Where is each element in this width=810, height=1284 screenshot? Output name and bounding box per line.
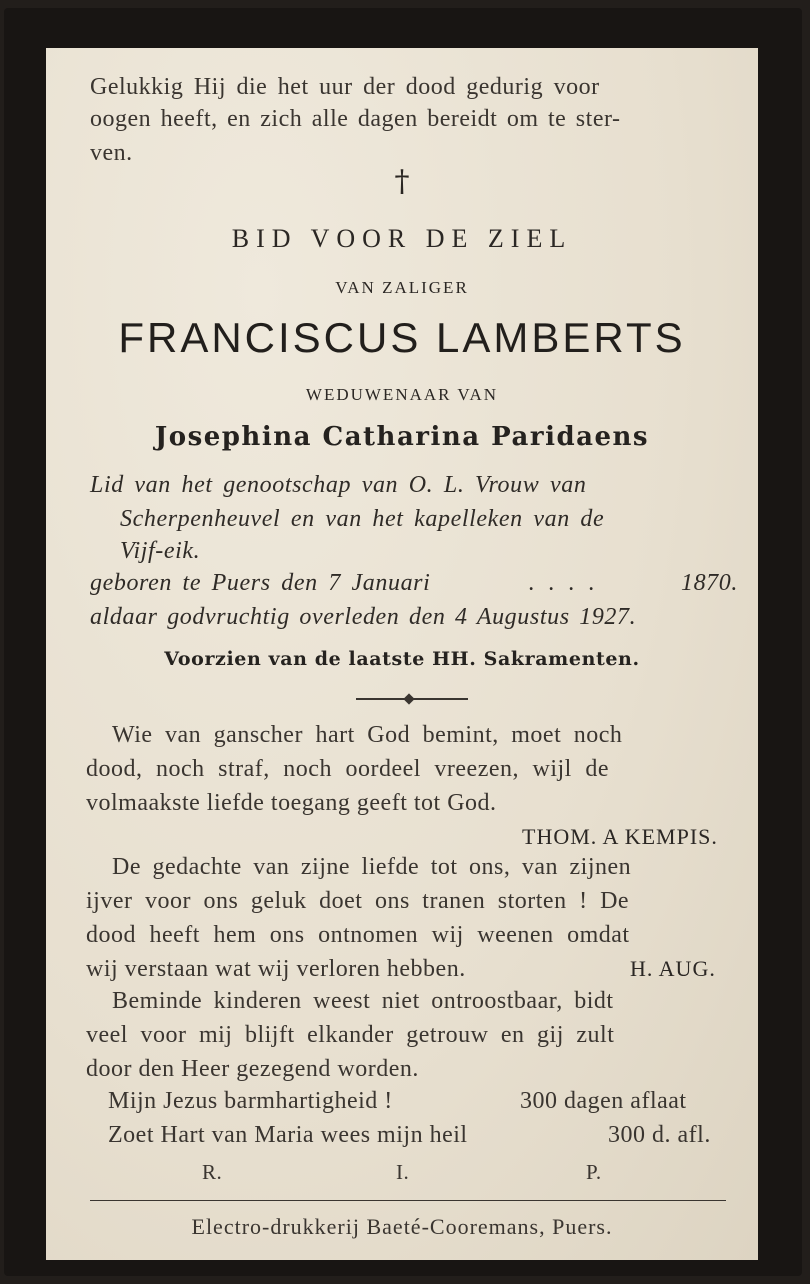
footer-rule (90, 1200, 726, 1201)
weduwenaar-van: WEDUWENAAR VAN (305, 385, 499, 404)
augustine-line-1: De gedachte van zijne liefde tot ons, van zijnen (112, 854, 632, 880)
sacraments-line: Voorzien van de laatste HH. Sakramenten. (164, 648, 640, 670)
death-line: aldaar godvruchtig overleden den 4 Augustus 1927. (90, 604, 637, 630)
membership-line-2: Scherpenheuvel en van het kapelleken van de (120, 506, 605, 532)
kempis-line-3: volmaakste liefde toegang geeft tot God. (86, 790, 497, 816)
header-quote-line-3: ven. (90, 140, 133, 166)
prayer-card (46, 48, 758, 1260)
indulgence-value-2: 300 d. afl. (608, 1122, 711, 1148)
augustine-attribution: H. AUG. (630, 956, 716, 981)
header-quote-text-1: Gelukkig Hij die het uur der dood gedurig voor (90, 74, 600, 100)
birth-line (90, 570, 738, 597)
children-line-1: Beminde kinderen weest niet ontroostbaar, bidt (112, 988, 614, 1014)
header-quote-line-2: oogen heeft, en zich alle dagen bereidt om te ster- (90, 106, 621, 132)
indulgence-value-1: 300 dagen aflaat (520, 1088, 687, 1114)
kempis-line-1: Wie van ganscher hart God bemint, moet noch (112, 722, 623, 748)
deceased-name: FRANCISCUS LAMBERTS (118, 314, 686, 361)
bid-voor-de-ziel: BID VOOR DE ZIEL (231, 224, 573, 253)
kempis-line-2: dood, noch straf, noch oordeel vreezen, wijl de (86, 756, 610, 782)
header-quote-line-1 (90, 74, 738, 101)
membership-line-3: Vijf-eik. (120, 538, 201, 564)
augustine-line-4: wij verstaan wat wij verloren hebben. (86, 956, 466, 982)
birth-dots: . . . . (528, 570, 599, 596)
kempis-attribution: THOM. A KEMPIS. (522, 824, 718, 849)
van-zaliger: VAN ZALIGER (335, 278, 469, 297)
children-line-3: door den Heer gezegend worden. (86, 1056, 419, 1082)
membership-line-1: Lid van het genootschap van O. L. Vrouw van (90, 472, 587, 498)
children-line-2: veel voor mij blijft elkander getrouw en gij zult (86, 1022, 615, 1048)
augustine-line-2: ijver voor ons geluk doet ons tranen storten ! De (86, 888, 630, 914)
rip-i: I. (396, 1160, 410, 1184)
spouse-name: Josephina Catharina Paridaens (154, 422, 650, 452)
rip-p: P. (586, 1160, 602, 1184)
indulgence-prayer-1: Mijn Jezus barmhartigheid ! (108, 1088, 393, 1114)
printer-credit: Electro-drukkerij Baeté-Cooremans, Puers. (191, 1214, 613, 1239)
indulgence-prayer-2: Zoet Hart van Maria wees mijn heil (108, 1122, 468, 1148)
rip-r: R. (202, 1160, 223, 1184)
ornament-diamond (403, 693, 414, 704)
birth-text: geboren te Puers den 7 Januari (90, 570, 431, 596)
cross-icon: † (394, 164, 410, 199)
augustine-line-3: dood heeft hem ons ontnomen wij weenen omdat (86, 922, 630, 948)
birth-year: 1870. (680, 570, 738, 596)
